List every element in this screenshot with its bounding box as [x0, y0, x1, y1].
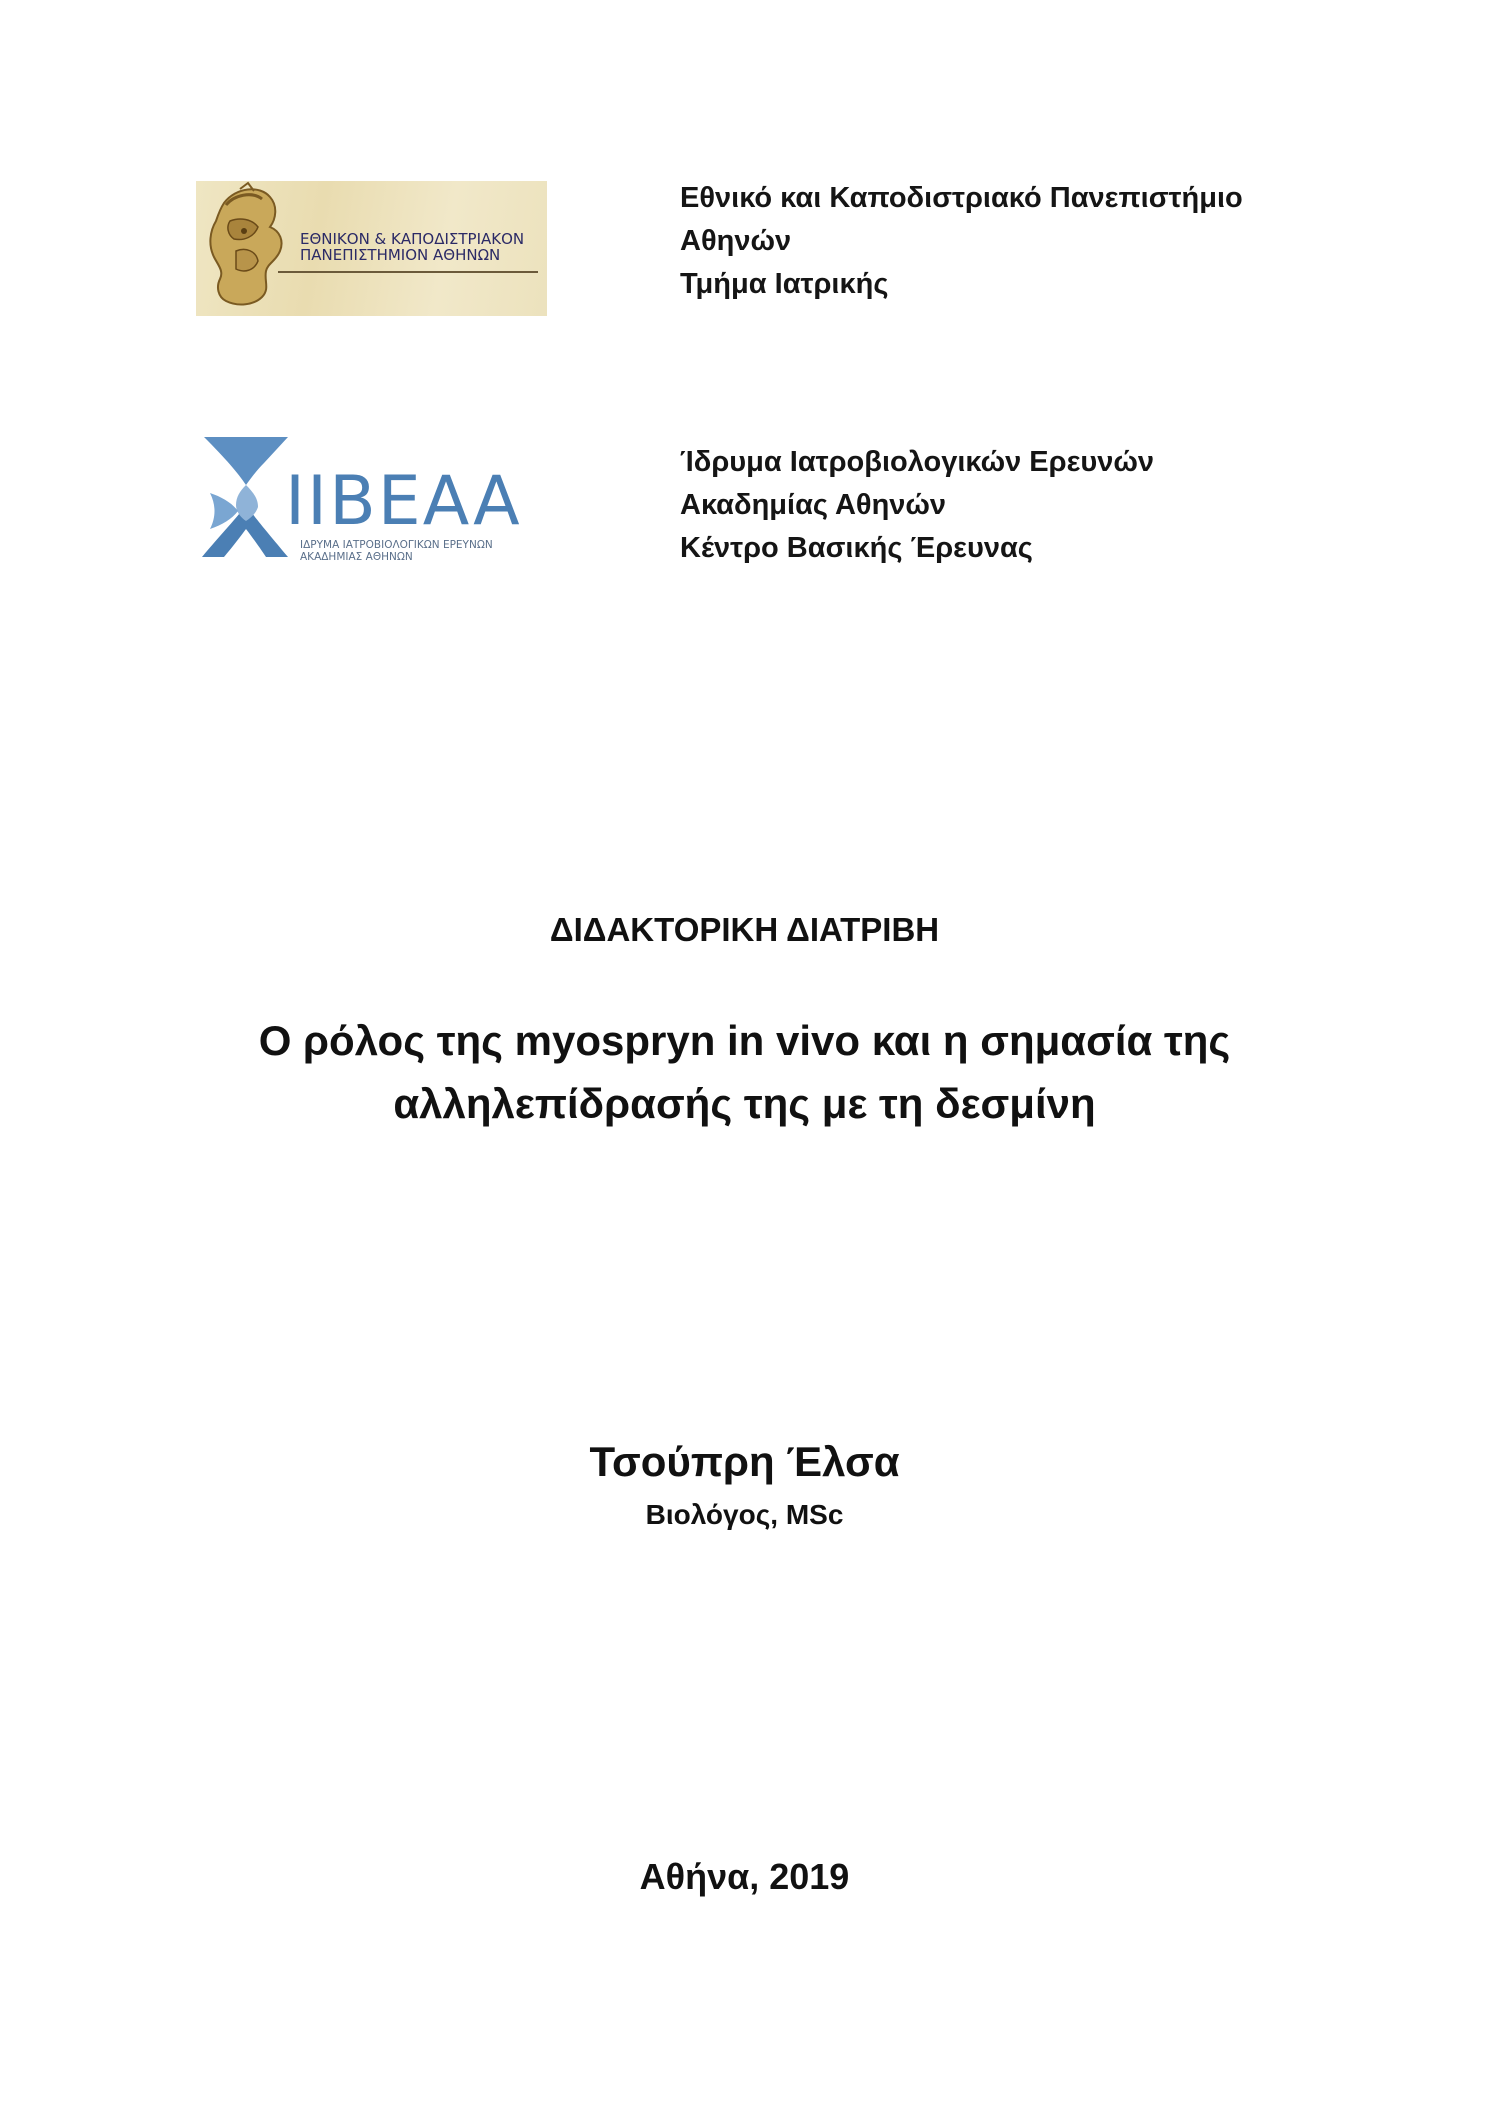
foundation-logo-wordmark: IIBEAA: [285, 462, 522, 541]
author-name: Τσούπρη Έλσα: [589, 1438, 900, 1485]
thesis-title-line1: Ο ρόλος της myospryn in vivo και η σημασία της: [258, 1017, 1231, 1064]
thesis-title-line2: αλληλεπίδρασής της με τη δεσμίνη: [393, 1080, 1096, 1127]
university-logo: [196, 181, 547, 316]
foundation-logo-subtitle-line2: ΑΚΑΔΗΜΙΑΣ ΑΘΗΝΩΝ: [300, 551, 413, 563]
university-logo-text-line1: ΕΘΝΙΚΟΝ & ΚΑΠΟΔΙΣΤΡΙΑΚΟΝ: [300, 230, 525, 248]
place-and-date: Αθήνα, 2019: [639, 1856, 850, 1897]
university-department: Τμήμα Ιατρικής: [680, 268, 889, 300]
foundation-logo-subtitle-line1: ΙΔΡΥΜΑ ΙΑΤΡΟΒΙΟΛΟΓΙΚΩΝ ΕΡΕΥΝΩΝ: [300, 539, 493, 551]
university-name-line2: Αθηνών: [680, 225, 792, 257]
university-heading: [680, 177, 1243, 306]
foundation-name-line1: Ίδρυμα Ιατροβιολογικών Ερευνών: [680, 446, 1154, 478]
document-type: ΔΙΔΑΚΤΟΡΙΚΗ ΔΙΑΤΡΙΒΗ: [549, 911, 940, 948]
university-logo-rule: [278, 271, 538, 273]
foundation-logo: [196, 433, 580, 583]
foundation-heading: [680, 441, 1154, 570]
university-name-line1: Εθνικό και Καποδιστριακό Πανεπιστήμιο: [680, 182, 1243, 214]
foundation-center: Κέντρο Βασικής Έρευνας: [680, 532, 1033, 564]
foundation-name-line2: Ακαδημίας Αθηνών: [680, 489, 947, 521]
university-logo-text-line2: ΠΑΝΕΠΙΣΤΗΜΙΟΝ ΑΘΗΝΩΝ: [300, 246, 501, 264]
author-degree: Βιολόγος, MSc: [645, 1499, 844, 1530]
